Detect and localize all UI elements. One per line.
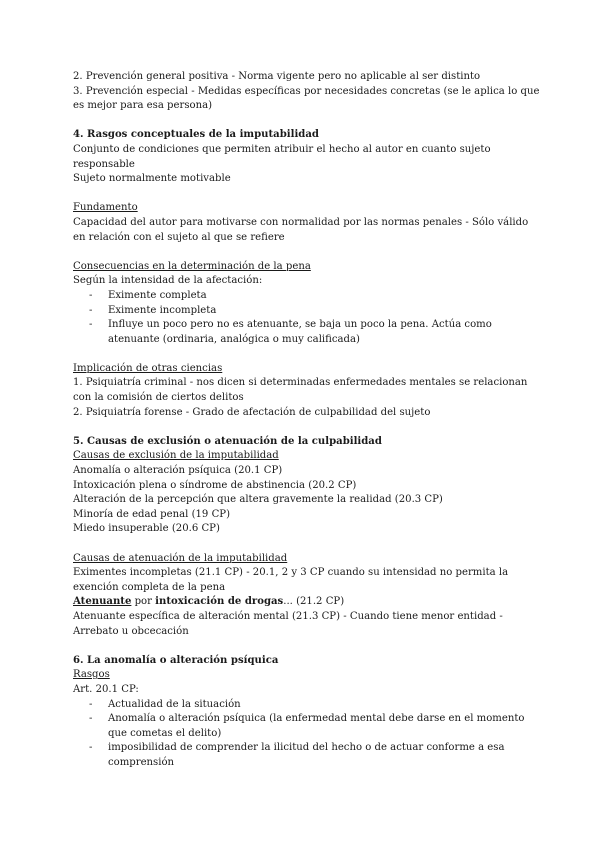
emphasis-underlined: Atenuante <box>73 596 132 608</box>
section-heading: 6. La anomalía o alteración psíquica <box>73 654 279 666</box>
text-fragment: ... (21.2 CP) <box>283 596 345 608</box>
list-dash: - <box>89 319 93 331</box>
text-line: Minoría de edad penal (19 CP) <box>73 508 231 520</box>
subheading: Implicación de otras ciencias <box>73 362 223 374</box>
list-item-text: Anomalía o alteración psíquica (la enfermedad mental debe darse en el momento que cometas el delito) <box>108 713 525 739</box>
list-item <box>89 318 541 347</box>
text-line: Eximentes incompletas (21.1 CP) - 20.1, 2 y 3 CP cuando su intensidad no permita la exención completa de la pena <box>73 567 509 593</box>
list-item-text: Eximente incompleta <box>108 304 217 316</box>
list-item-text: imposibilidad de comprender la ilicitud del hecho o de actuar conforme a esa comprensión <box>108 742 505 768</box>
text-line: Alteración de la percepción que altera gravemente la realidad (20.3 CP) <box>73 494 443 506</box>
document-page <box>73 70 541 771</box>
list-dash: - <box>89 713 93 725</box>
section-heading: 5. Causas de exclusión o atenuación de la culpabilidad <box>73 435 382 447</box>
text-line: Sujeto normalmente motivable <box>73 173 231 185</box>
subheading: Consecuencias en la determinación de la pena <box>73 260 311 272</box>
list-dash: - <box>89 742 93 754</box>
text-line: 1. Psiquiatría criminal - nos dicen si determinadas enfermedades mentales se relacionan con la comisión de ciertos delitos <box>73 377 528 404</box>
text-line: Atenuante específica de alteración mental (21.3 CP) - Cuando tiene menor entidad - Arrebato u obcecación <box>73 610 503 637</box>
list-item-text: Influye un poco pero no es atenuante, se baja un poco la pena. Actúa como atenuante (ordinaria, analógica o muy calificada) <box>108 319 492 345</box>
list-dash: - <box>89 698 93 710</box>
emphasis-bold: intoxicación de drogas <box>155 596 284 608</box>
list-dash: - <box>89 289 93 301</box>
list-item-text: Actualidad de la situación <box>108 698 241 710</box>
text-line: Art. 20.1 CP: <box>73 683 139 695</box>
text-fragment: por <box>131 596 156 608</box>
list-item <box>89 741 541 770</box>
text-line: Capacidad del autor para motivarse con normalidad por las normas penales - Sólo válido en relación con el sujeto al que se refiere <box>73 216 529 243</box>
text-line: Según la intensidad de la afectación: <box>73 275 263 287</box>
text-line: Intoxicación plena o síndrome de abstinencia (20.2 CP) <box>73 479 357 491</box>
text-line <box>73 595 541 610</box>
list-dash: - <box>89 304 93 316</box>
subheading: Rasgos <box>73 669 110 681</box>
list-item <box>89 304 541 319</box>
text-line: 2. Psiquiatría forense - Grado de afectación de culpabilidad del sujeto <box>73 406 431 418</box>
subheading: Causas de exclusión de la imputabilidad <box>73 450 279 462</box>
list-item <box>89 698 541 713</box>
subheading: Causas de atenuación de la imputabilidad <box>73 552 288 564</box>
text-line: Anomalía o alteración psíquica (20.1 CP) <box>73 465 283 477</box>
section-heading: 4. Rasgos conceptuales de la imputabilidad <box>73 129 319 141</box>
text-line: 3. Prevención especial - Medidas específicas por necesidades concretas (se le aplica lo que es mejor para esa persona) <box>73 85 540 112</box>
text-line: Conjunto de condiciones que permiten atribuir el hecho al autor en cuanto sujeto responsable <box>73 143 491 170</box>
list-item <box>89 289 541 304</box>
text-line: Miedo insuperable (20.6 CP) <box>73 523 220 535</box>
list-item-text: Eximente completa <box>108 289 207 301</box>
subheading: Fundamento <box>73 202 138 214</box>
text-line: 2. Prevención general positiva - Norma vigente pero no aplicable al ser distinto <box>73 71 481 82</box>
list-item <box>89 712 541 741</box>
